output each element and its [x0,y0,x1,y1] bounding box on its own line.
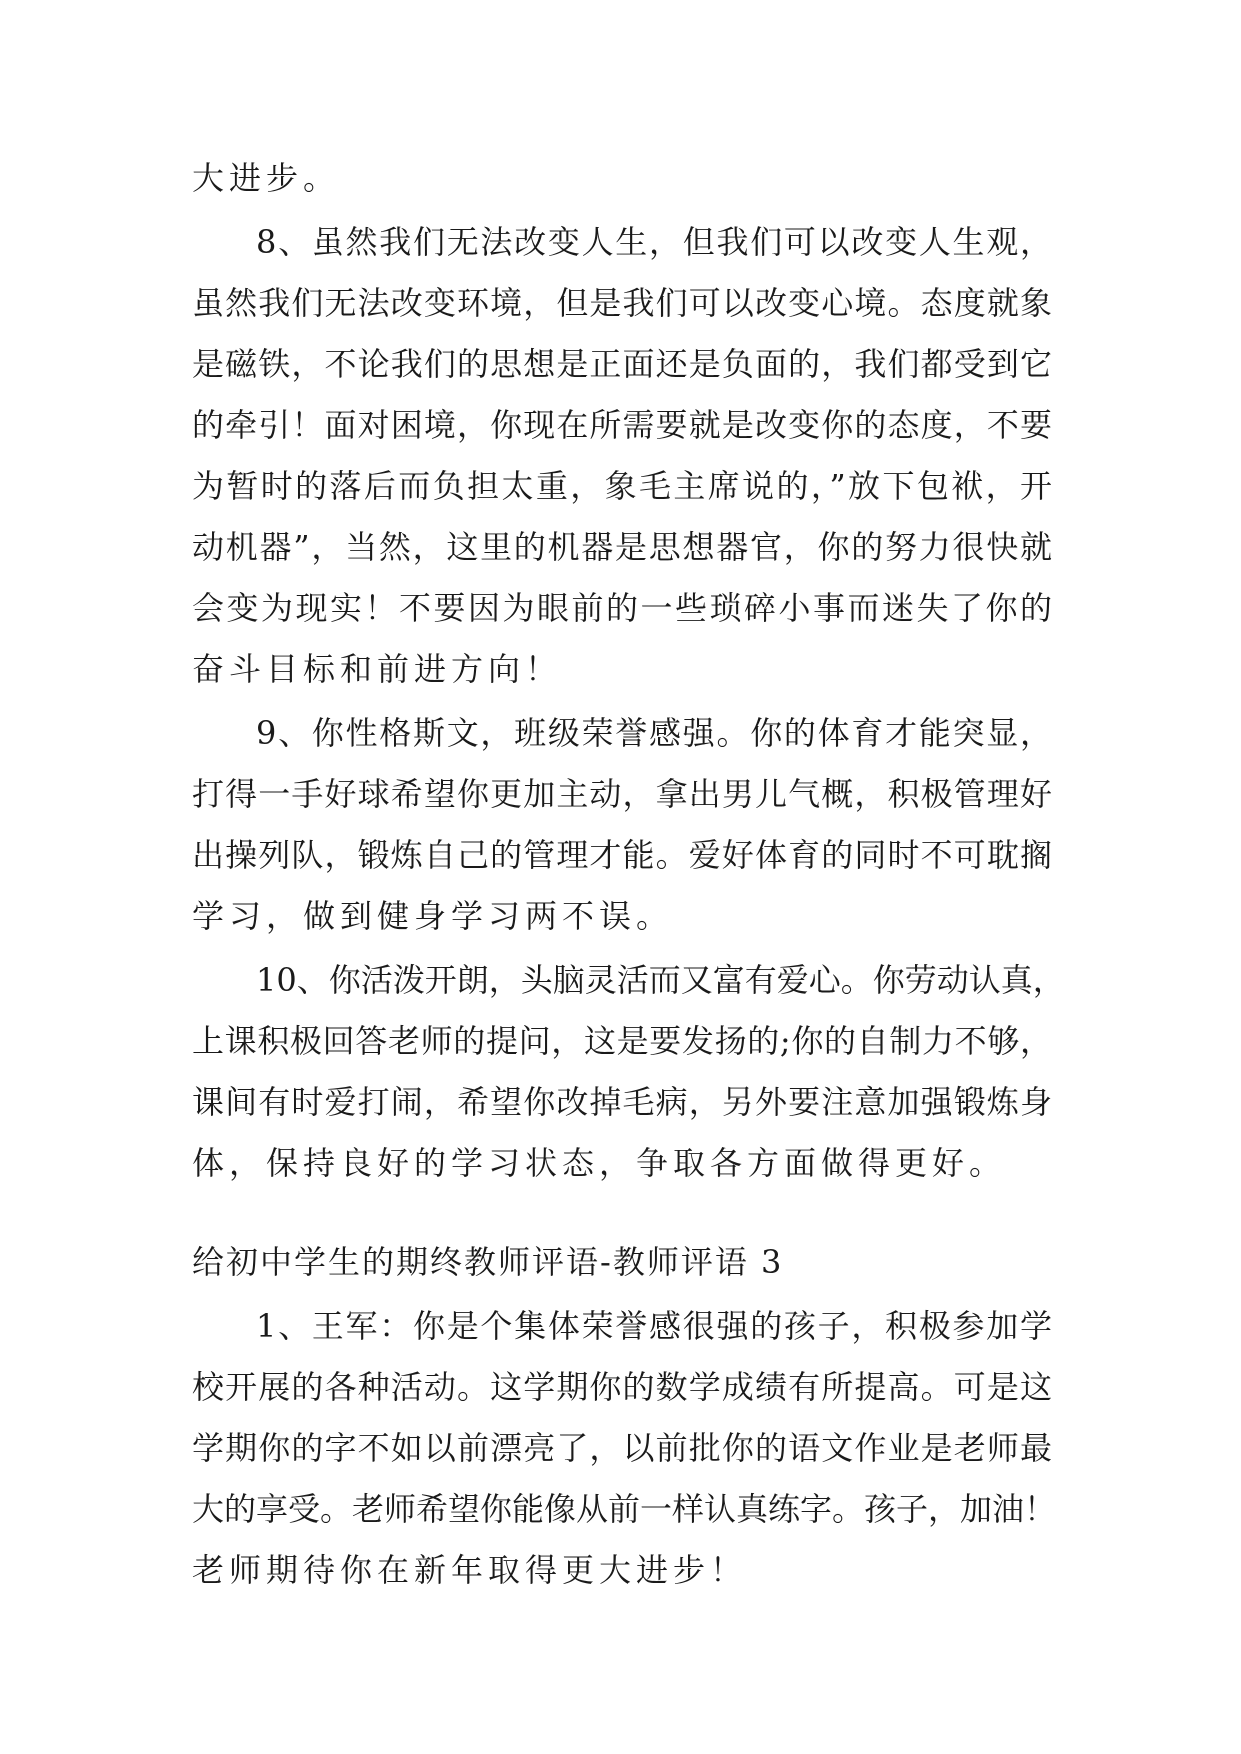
section-heading: 给初中学生的期终教师评语-教师评语 3 [192,1243,784,1281]
text-line: 动机器”，当然，这里的机器是思想器官，你的努力很快就 [192,528,1052,566]
text-line: 会变为现实！不要因为眼前的一些琐碎小事而迷失了你的 [192,589,1052,627]
text-line: 体，保持良好的学习状态，争取各方面做得更好。 [192,1144,1007,1182]
text-line: 是磁铁，不论我们的思想是正面还是负面的，我们都受到它 [192,345,1052,383]
text-line: 学期你的字不如以前漂亮了，以前批你的语文作业是老师最 [192,1429,1052,1467]
text-line: 虽然我们无法改变环境，但是我们可以改变心境。态度就象 [192,284,1052,322]
paragraph-8-line-1: 8、虽然我们无法改变人生，但我们可以改变人生观， [256,223,1052,261]
text-line: 出操列队，锻炼自己的管理才能。爱好体育的同时不可耽搁 [192,836,1052,874]
text-line: 上课积极回答老师的提问，这是要发扬的;你的自制力不够， [192,1022,1052,1060]
text-line: 课间有时爱打闹，希望你改掉毛病，另外要注意加强锻炼身 [192,1083,1052,1121]
text-line: 大进步。 [192,159,341,197]
paragraph-10-line-1: 10、你活泼开朗，头脑灵活而又富有爱心。你劳动认真， [256,961,1065,999]
text-line: 老师期待你在新年取得更大进步！ [192,1551,748,1589]
text-line: 大的享受。老师希望你能像从前一样认真练字。孩子，加油！ [192,1490,1057,1528]
text-line: 校开展的各种活动。这学期你的数学成绩有所提高。可是这 [192,1368,1052,1406]
text-line: 为暂时的落后而负担太重，象毛主席说的，”放下包袱，开 [192,467,1052,505]
paragraph-1-line-1: 1、王军：你是个集体荣誉感很强的孩子，积极参加学 [256,1307,1052,1345]
text-line: 打得一手好球希望你更加主动，拿出男儿气概，积极管理好 [192,775,1052,813]
text-line: 学习，做到健身学习两不误。 [192,897,674,935]
text-line: 奋斗目标和前进方向！ [192,650,563,688]
paragraph-9-line-1: 9、你性格斯文，班级荣誉感强。你的体育才能突显， [256,714,1052,752]
text-line: 的牵引！面对困境，你现在所需要就是改变你的态度，不要 [192,406,1052,444]
